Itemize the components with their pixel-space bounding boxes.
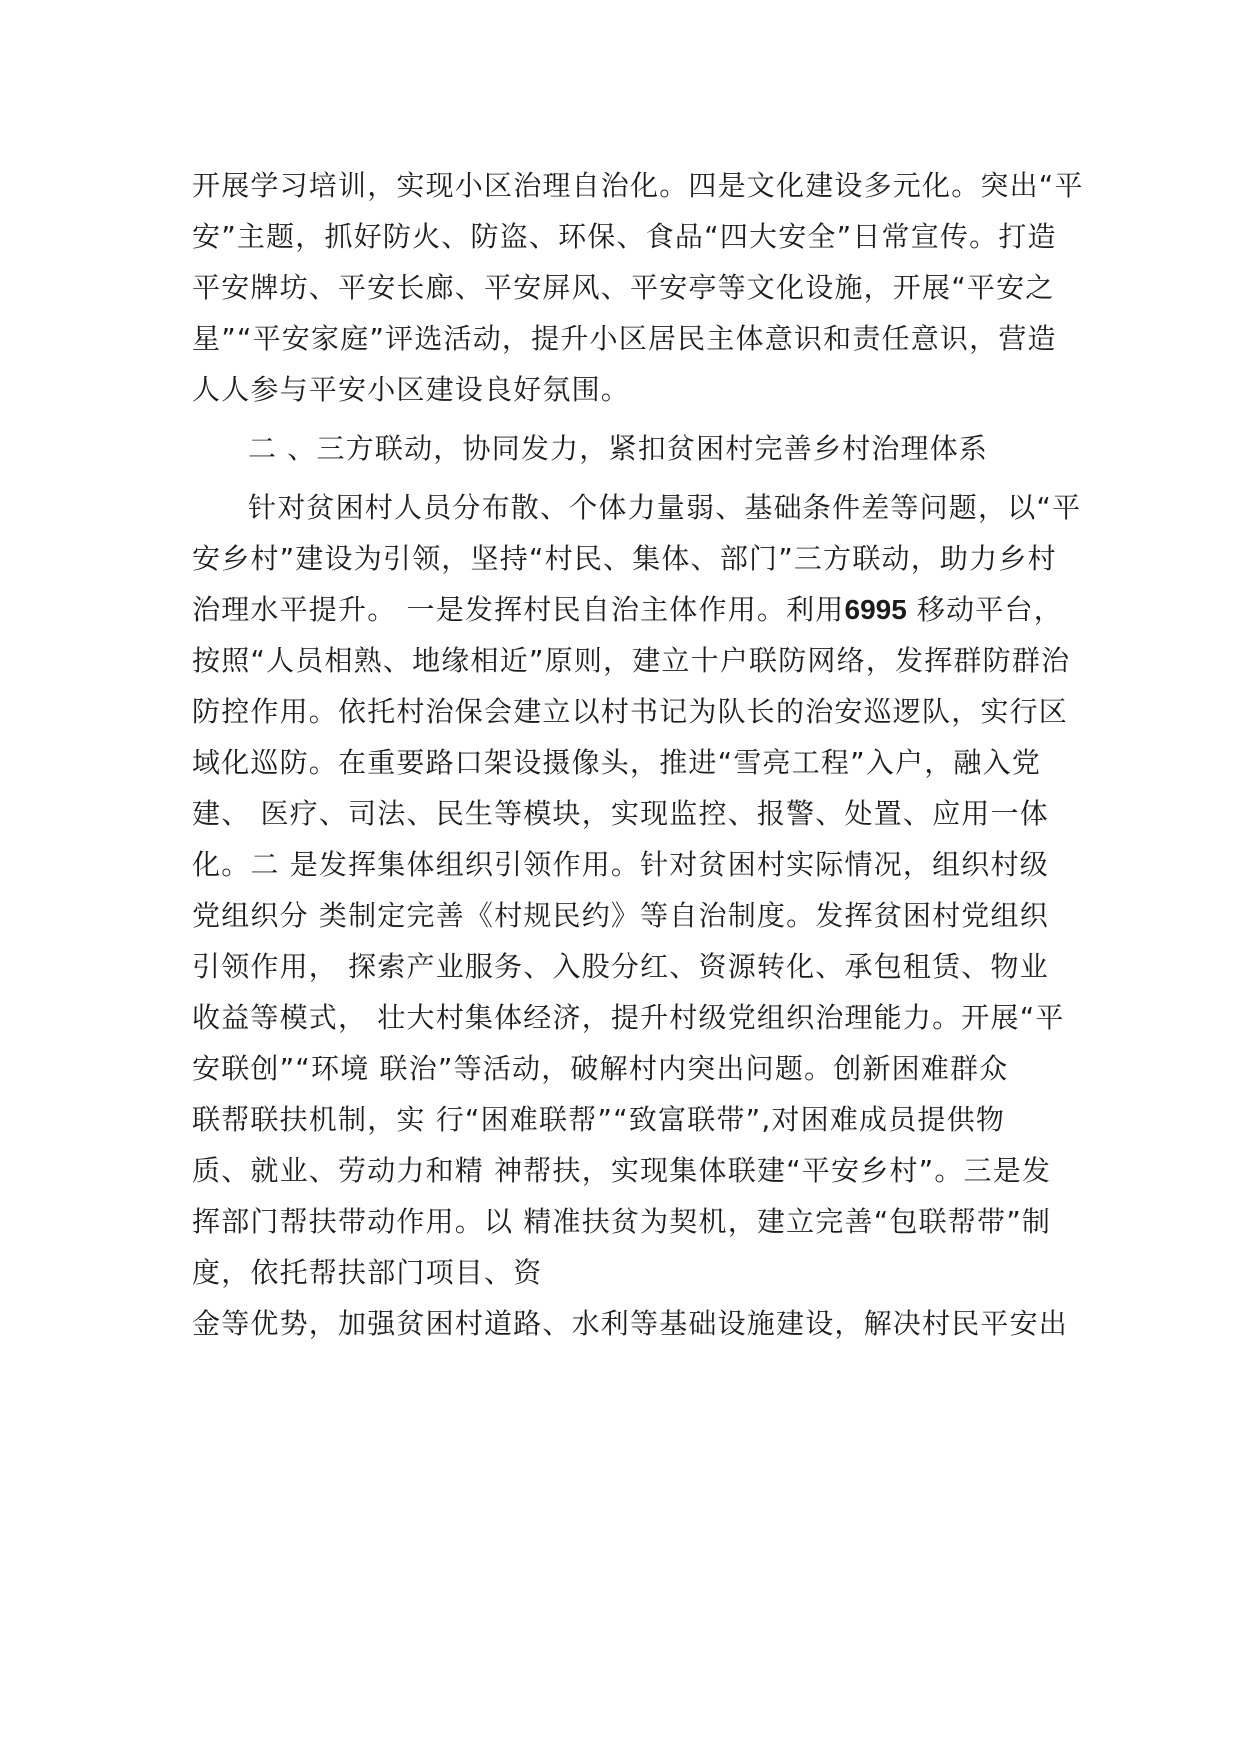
text-line: 安”主题，抓好防火、防盗、环保、食品“四大安全”日常宣传。打造 xyxy=(192,220,1057,253)
text-line: 开展学习培训，实现小区治理自治化。四是文化建设多元化。突出“平 xyxy=(192,169,1084,202)
text-line xyxy=(192,584,1072,635)
section-heading: 二 、三方联动，协同发力，紧扣贫困村完善乡村治理体系 xyxy=(248,432,989,465)
text-line: 针对贫困村人员分布散、个体力量弱、基础条件差等问题，以“平 xyxy=(248,491,1082,524)
text-segment: 移动平台， xyxy=(906,593,1063,626)
text-segment: 治理水平提升。 一是发挥村民自治主体作用。利用 xyxy=(192,593,845,626)
text-line: 党组织分 类制定完善《村规民约》等自治制度。发挥贫困村党组织 xyxy=(192,899,1049,932)
text-line: 金等优势，加强贫困村道路、水利等基础设施建设，解决村民平安出 xyxy=(192,1307,1069,1340)
text-line: 按照“人员相熟、地缘相近”原则，建立十户联防网络，发挥群防群治 xyxy=(192,644,1071,677)
document-body xyxy=(192,160,1084,1349)
text-line: 化。二 是发挥集体组织引领作用。针对贫困村实际情况，组织村级 xyxy=(192,848,1049,881)
text-line: 联帮联扶机制，实 行“困难联帮”“致富联带”,对困难成员提供物 xyxy=(192,1103,1006,1136)
text-line: 防控作用。依托村治保会建立以村书记为队长的治安巡逻队，实行区 xyxy=(192,695,1069,728)
text-line: 度，依托帮扶部门项目、资 xyxy=(192,1256,543,1289)
text-line: 质、就业、劳动力和精 神帮扶，实现集体联建“平安乡村”。三是发 xyxy=(192,1154,1052,1187)
text-line: 引领作用， 探索产业服务、入股分红、资源转化、承包租赁、物业 xyxy=(192,950,1049,983)
text-line: 人人参与平安小区建设良好氛围。 xyxy=(192,373,631,406)
text-line: 建、 医疗、司法、民生等模块，实现监控、报警、处置、应用一体 xyxy=(192,797,1049,830)
text-line: 收益等模式， 壮大村集体经济，提升村级党组织治理能力。开展“平 xyxy=(192,1001,1065,1034)
text-line: 平安牌坊、平安长廊、平安屏风、平安亭等文化设施，开展“平安之 xyxy=(192,271,1055,304)
platform-number: 6995 xyxy=(844,594,907,625)
text-line: 挥部门帮扶带动作用。以 精准扶贫为契机，建立完善“包联帮带”制 xyxy=(192,1205,1052,1238)
text-line: 域化巡防。在重要路口架设摄像头，推进“雪亮工程”入户，融入党 xyxy=(192,746,1042,779)
text-line: 星”“平安家庭”评选活动，提升小区居民主体意识和责任意识，营造 xyxy=(192,322,1057,355)
text-line: 安联创”“环境 联治”等活动，破解村内突出问题。创新困难群众 xyxy=(192,1052,1009,1085)
text-line: 安乡村”建设为引领，坚持“村民、集体、部门”三方联动，助力乡村 xyxy=(192,542,1057,575)
